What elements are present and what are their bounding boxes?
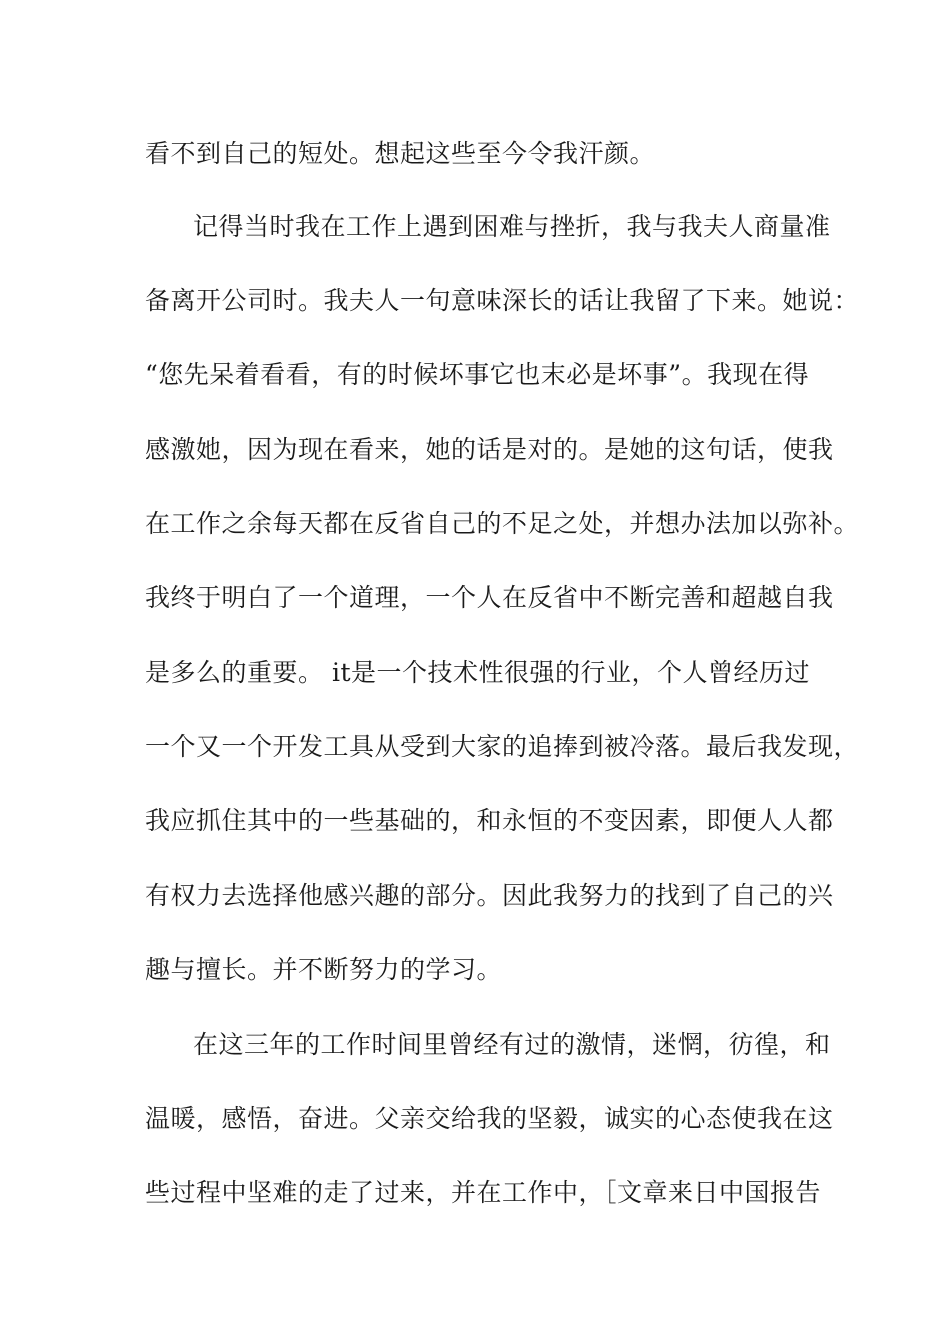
text-line: 感激她，因为现在看来，她的话是对的。是她的这句话，使我: [145, 435, 834, 464]
text-line: 是多么的重要。 it是一个技术性很强的行业，个人曾经历过: [145, 658, 810, 687]
paragraph-start-line: 记得当时我在工作上遇到困难与挫折，我与我夫人商量准: [193, 212, 831, 241]
text-line: 我终于明白了一个道理，一个人在反省中不断完善和超越自我: [145, 583, 834, 612]
text-line: 些过程中坚难的走了过来，并在工作中，［文章来日中国报告: [145, 1178, 822, 1207]
text-line: 在工作之余每天都在反省自己的不足之处，并想办法加以弥补。: [145, 509, 860, 538]
text-line: 趣与擅长。并不断努力的学习。: [145, 955, 503, 984]
text-line: 有权力去选择他感兴趣的部分。因此我努力的找到了自己的兴: [145, 881, 834, 910]
text-line: 一个又一个开发工具从受到大家的追捧到被冷落。最后我发现，: [145, 732, 860, 761]
paragraph-start-line: 在这三年的工作时间里曾经有过的激情，迷惘，彷徨，和: [193, 1030, 831, 1059]
text-line: 温暖，感悟，奋进。父亲交给我的坚毅，诚实的心态使我在这: [145, 1104, 834, 1133]
text-line: 我应抓住其中的一些基础的，和永恒的不变因素，即便人人都: [145, 806, 834, 835]
text-line: 看不到自己的短处。想起这些至今令我汗颜。: [145, 139, 656, 168]
text-line: 备离开公司时。我夫人一句意味深长的话让我留了下来。她说：: [145, 286, 860, 315]
text-line: “您先呆着看看，有的时候坏事它也末必是坏事”。我现在得: [145, 360, 810, 389]
